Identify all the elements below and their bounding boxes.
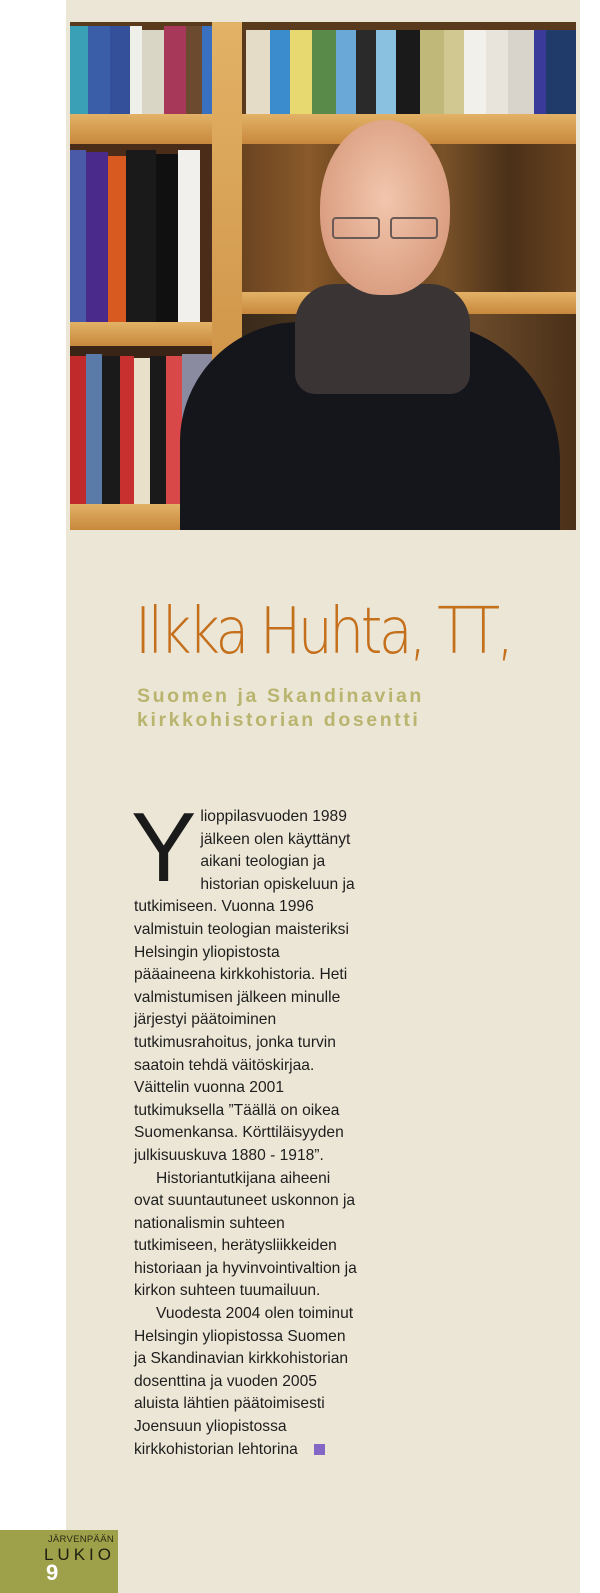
paragraph-3: Vuodesta 2004 olen toiminut Helsingin yliopistossa Suomen ja Skandinavian kirkkohistorian dosenttina ja vuoden 2005 aluista lähtien päätoimisesti Joensuun yliopistossa kirkkohistorian lehtorina [134,1305,354,1458]
bookshelf-row-top [70,22,576,122]
page-number: 9 [46,1560,59,1585]
publication-name-big: LUKIO [43,1545,115,1564]
bookshelf-row-left [70,144,212,322]
article-title: Ilkka Huhta, TT, [135,595,511,669]
person-head [320,120,450,295]
article-body [131,792,358,1461]
drop-cap: Y [131,792,197,902]
subtitle-line-2: kirkkohistorian dosentti [137,709,421,731]
end-of-article-square-icon [314,1444,325,1455]
publication-name-small: JÄRVENPÄÄN [47,1534,114,1545]
article-subtitle [137,684,497,732]
glasses [332,217,440,239]
portrait-photo [70,22,576,530]
paragraph-2: Historiantutkijana aiheeni ovat suuntautuneet uskonnon ja nationalismin suhteen tutkimiseen, herätysliikkeiden historiaan ja hyvinvointivaltion ja kirkon suhteen tuumailuun. [134,1169,357,1300]
shelf-plank [70,114,576,144]
subtitle-line-1: Suomen ja Skandinavian [137,685,424,707]
paragraph-1: Ylioppilasvuoden 1989 jälkeen olen käyttänyt aikani teologian ja historian opiskeluun ja tutkimiseen. Vuonna 1996 valmistuin teologian maisteriksi Helsingin yliopistosta pääaineena kirkkohistoria. Heti valmistumisen jälkeen minulle järjestyi päätoiminen tutkimusrahoitus, jonka turvin saatoin tehdä väitöskirjaa. Väittelin vuonna 2001 tutkimuksella ”Täällä on oikea Suomenkansa. Körttiläisyyden julkisuuskuva 1880 - 1918”. [131,792,355,1164]
footer-publication-block [0,1530,118,1593]
